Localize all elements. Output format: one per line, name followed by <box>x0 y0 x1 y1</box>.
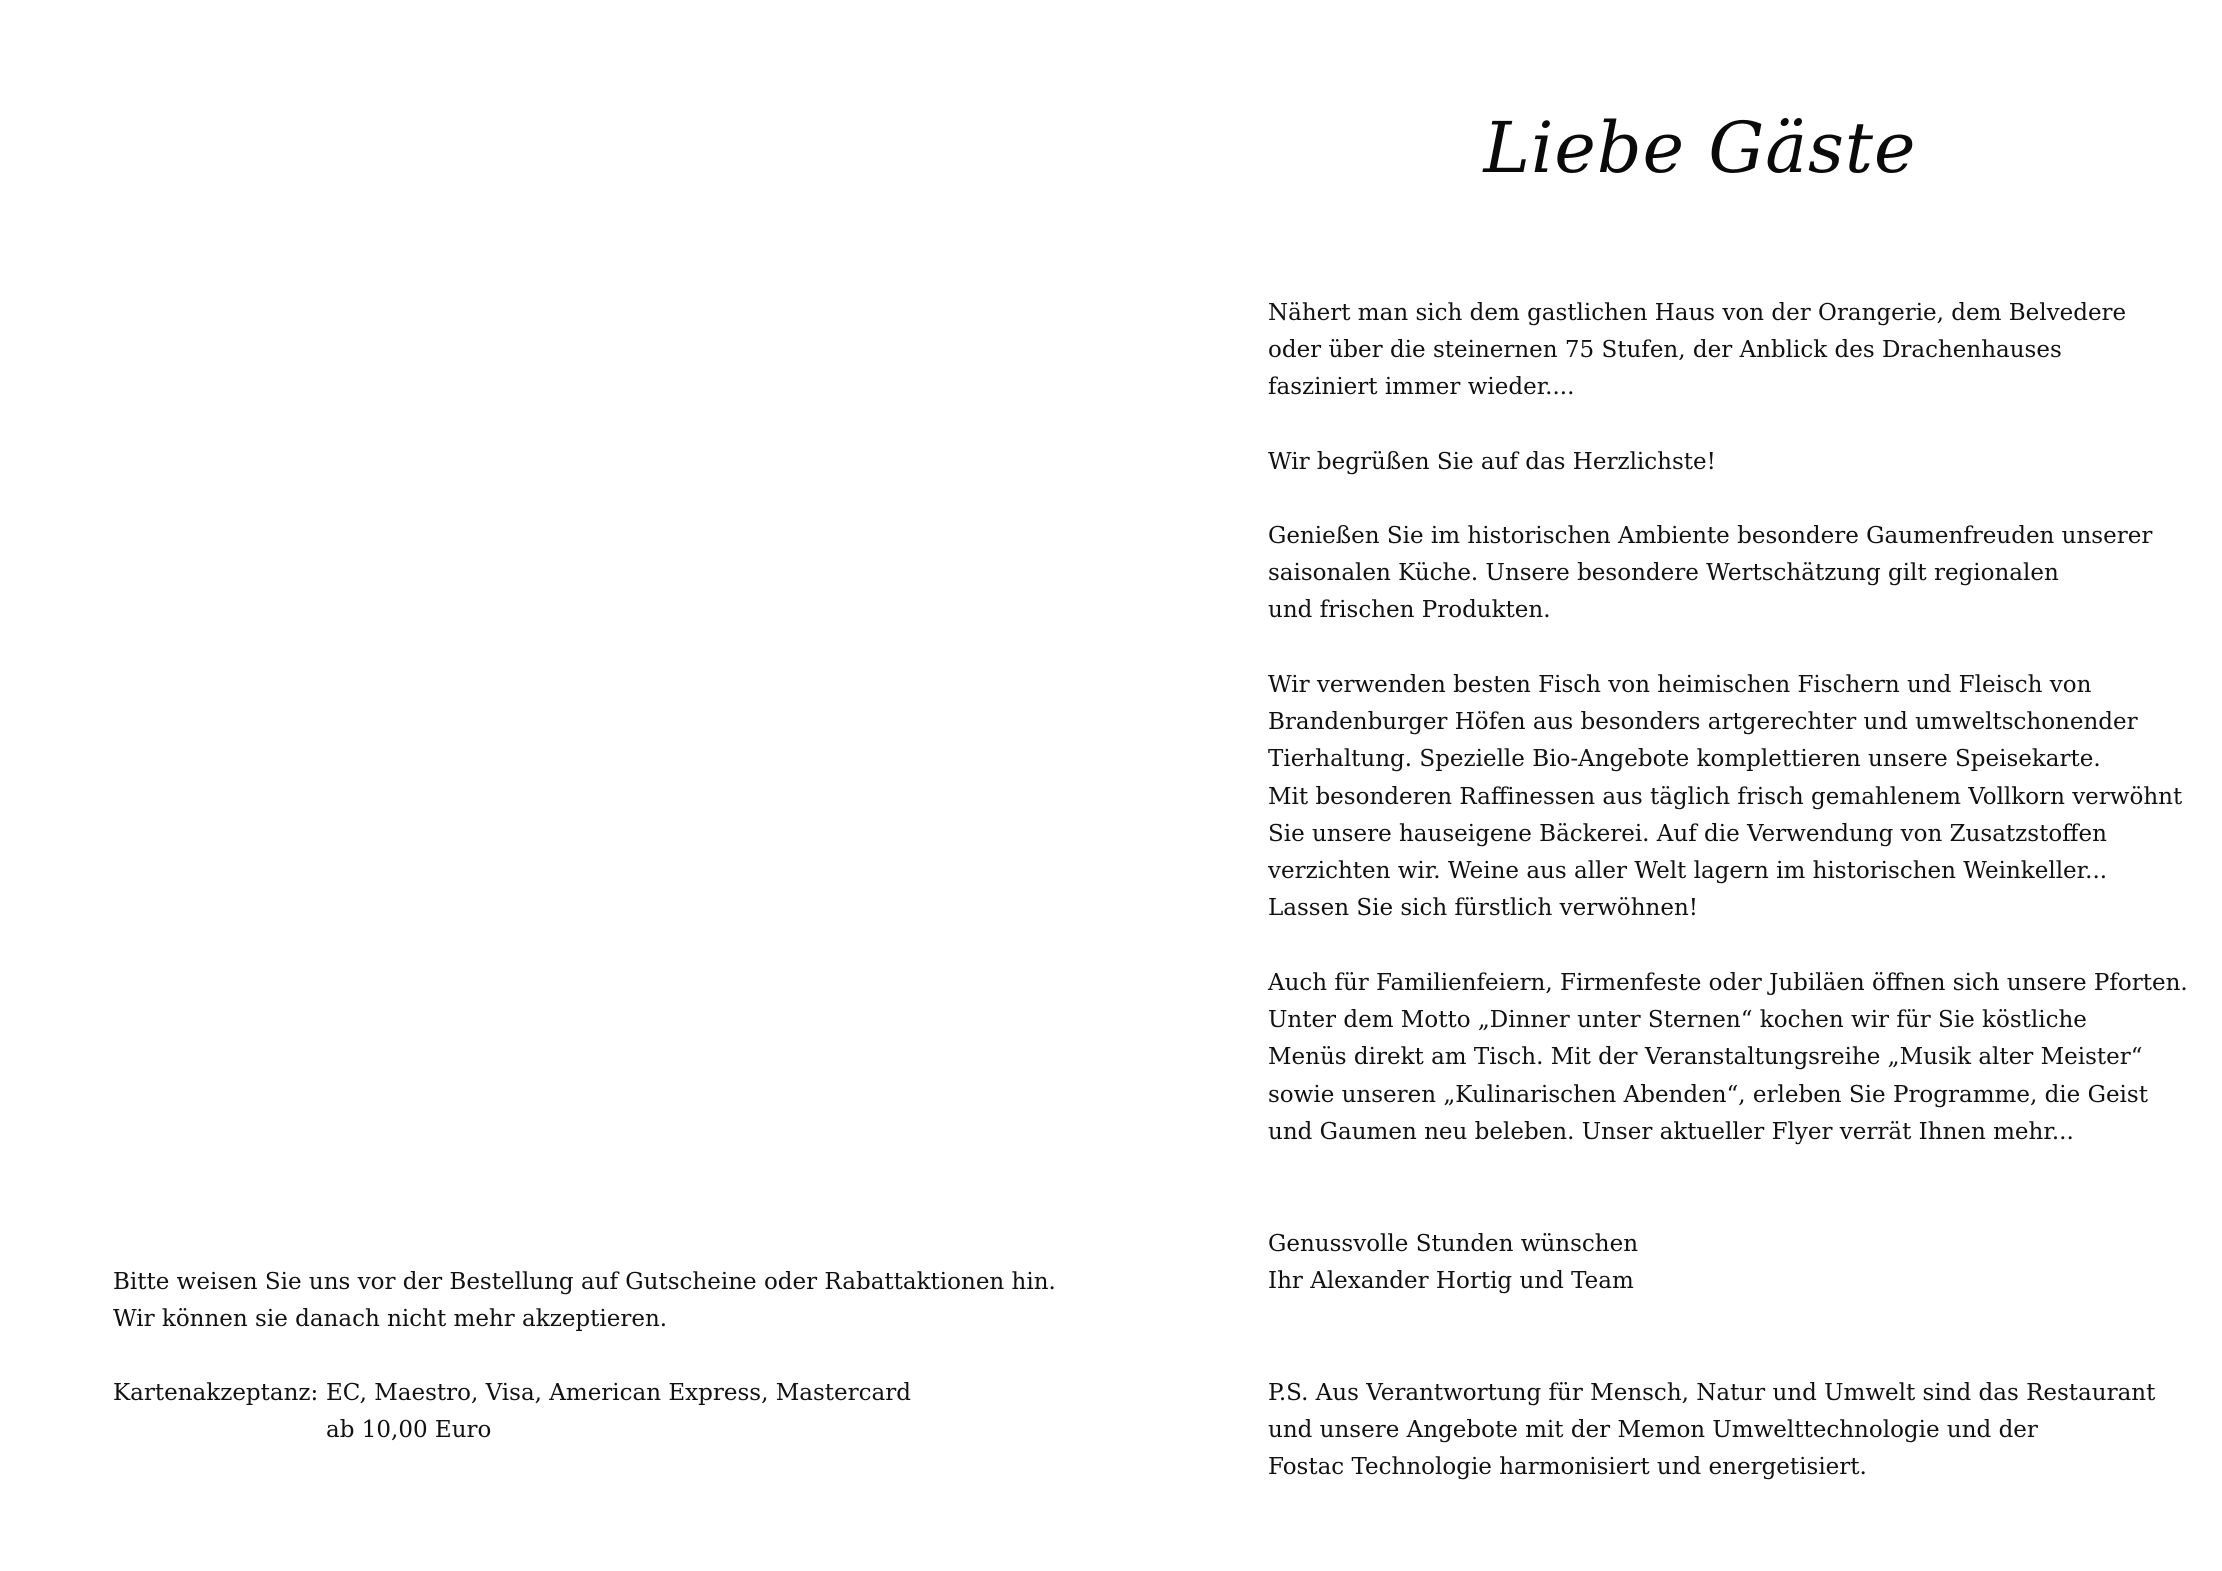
card-acceptance-label: Kartenakzeptanz: <box>113 1380 319 1406</box>
voucher-line: Wir können sie danach nicht mehr akzeptieren. <box>113 1306 668 1333</box>
events-line: Auch für Familienfeiern, Firmenfeste oder Jubiläen öffnen sich unsere Pforten. <box>1268 970 2188 996</box>
enjoy-paragraph <box>1268 518 2152 630</box>
events-line: und Gaumen neu beleben. Unser aktueller Flyer verrät Ihnen mehr... <box>1268 1118 2074 1145</box>
page-title: Liebe Gäste <box>1483 107 1917 189</box>
card-minimum-spacer <box>113 1412 326 1449</box>
ps-line: Fostac Technologie harmonisiert und energetisiert. <box>1268 1454 1867 1481</box>
card-acceptance-row <box>113 1375 911 1412</box>
ps-paragraph <box>1268 1375 2155 1487</box>
products-paragraph <box>1268 667 2182 927</box>
intro-line: fasziniert immer wieder.... <box>1268 374 1575 401</box>
card-acceptance <box>113 1375 911 1449</box>
card-minimum-row <box>113 1412 911 1449</box>
signature-line: Genussvolle Stunden wünschen <box>1268 1231 1639 1257</box>
enjoy-line: und frischen Produkten. <box>1268 597 1551 624</box>
events-line: sowie unseren „Kulinarischen Abenden“, erleben Sie Programme, die Geist <box>1268 1081 2148 1108</box>
products-line: Wir verwenden besten Fisch von heimischen Fischern und Fleisch von <box>1268 672 2092 698</box>
greeting-line: Wir begrüßen Sie auf das Herzlichste! <box>1268 449 1716 475</box>
products-line: Tierhaltung. Spezielle Bio-Angebote komplettieren unsere Speisekarte. <box>1268 746 2101 773</box>
events-line: Menüs direkt am Tisch. Mit der Veranstaltungsreihe „Musik alter Meister“ <box>1268 1044 2143 1071</box>
signature-block <box>1268 1226 1638 1300</box>
greeting-paragraph <box>1268 444 1716 481</box>
events-line: Unter dem Motto „Dinner unter Sternen“ kochen wir für Sie köstliche <box>1268 1007 2087 1034</box>
products-line: verzichten wir. Weine aus aller Welt lagern im historischen Weinkeller... <box>1268 857 2108 884</box>
intro-line: oder über die steinernen 75 Stufen, der Anblick des Drachenhauses <box>1268 337 2062 364</box>
ps-line: und unsere Angebote mit der Memon Umwelttechnologie und der <box>1268 1417 2038 1444</box>
voucher-notice <box>113 1264 1056 1338</box>
intro-paragraph <box>1268 295 2126 407</box>
enjoy-line: saisonalen Küche. Unsere besondere Wertschätzung gilt regionalen <box>1268 560 2059 587</box>
products-line: Mit besonderen Raffinessen aus täglich frisch gemahlenem Vollkorn verwöhnt <box>1268 783 2183 810</box>
voucher-line: Bitte weisen Sie uns vor der Bestellung auf Gutscheine oder Rabattaktionen hin. <box>113 1269 1056 1295</box>
products-line: Lassen Sie sich fürstlich verwöhnen! <box>1268 895 1699 922</box>
ps-line: P.S. Aus Verantwortung für Mensch, Natur und Umwelt sind das Restaurant <box>1268 1380 2156 1406</box>
events-paragraph <box>1268 965 2188 1151</box>
enjoy-line: Genießen Sie im historischen Ambiente besondere Gaumenfreuden unserer <box>1268 523 2153 549</box>
products-line: Brandenburger Höfen aus besonders artgerechter und umweltschonender <box>1268 709 2138 736</box>
intro-line: Nähert man sich dem gastlichen Haus von der Orangerie, dem Belvedere <box>1268 300 2127 326</box>
products-line: Sie unsere hauseigene Bäckerei. Auf die Verwendung von Zusatzstoffen <box>1268 820 2107 847</box>
card-acceptance-value: EC, Maestro, Visa, American Express, Mastercard <box>326 1380 911 1406</box>
card-minimum-value: ab 10,00 Euro <box>326 1417 492 1444</box>
signature-line: Ihr Alexander Hortig und Team <box>1268 1268 1634 1295</box>
